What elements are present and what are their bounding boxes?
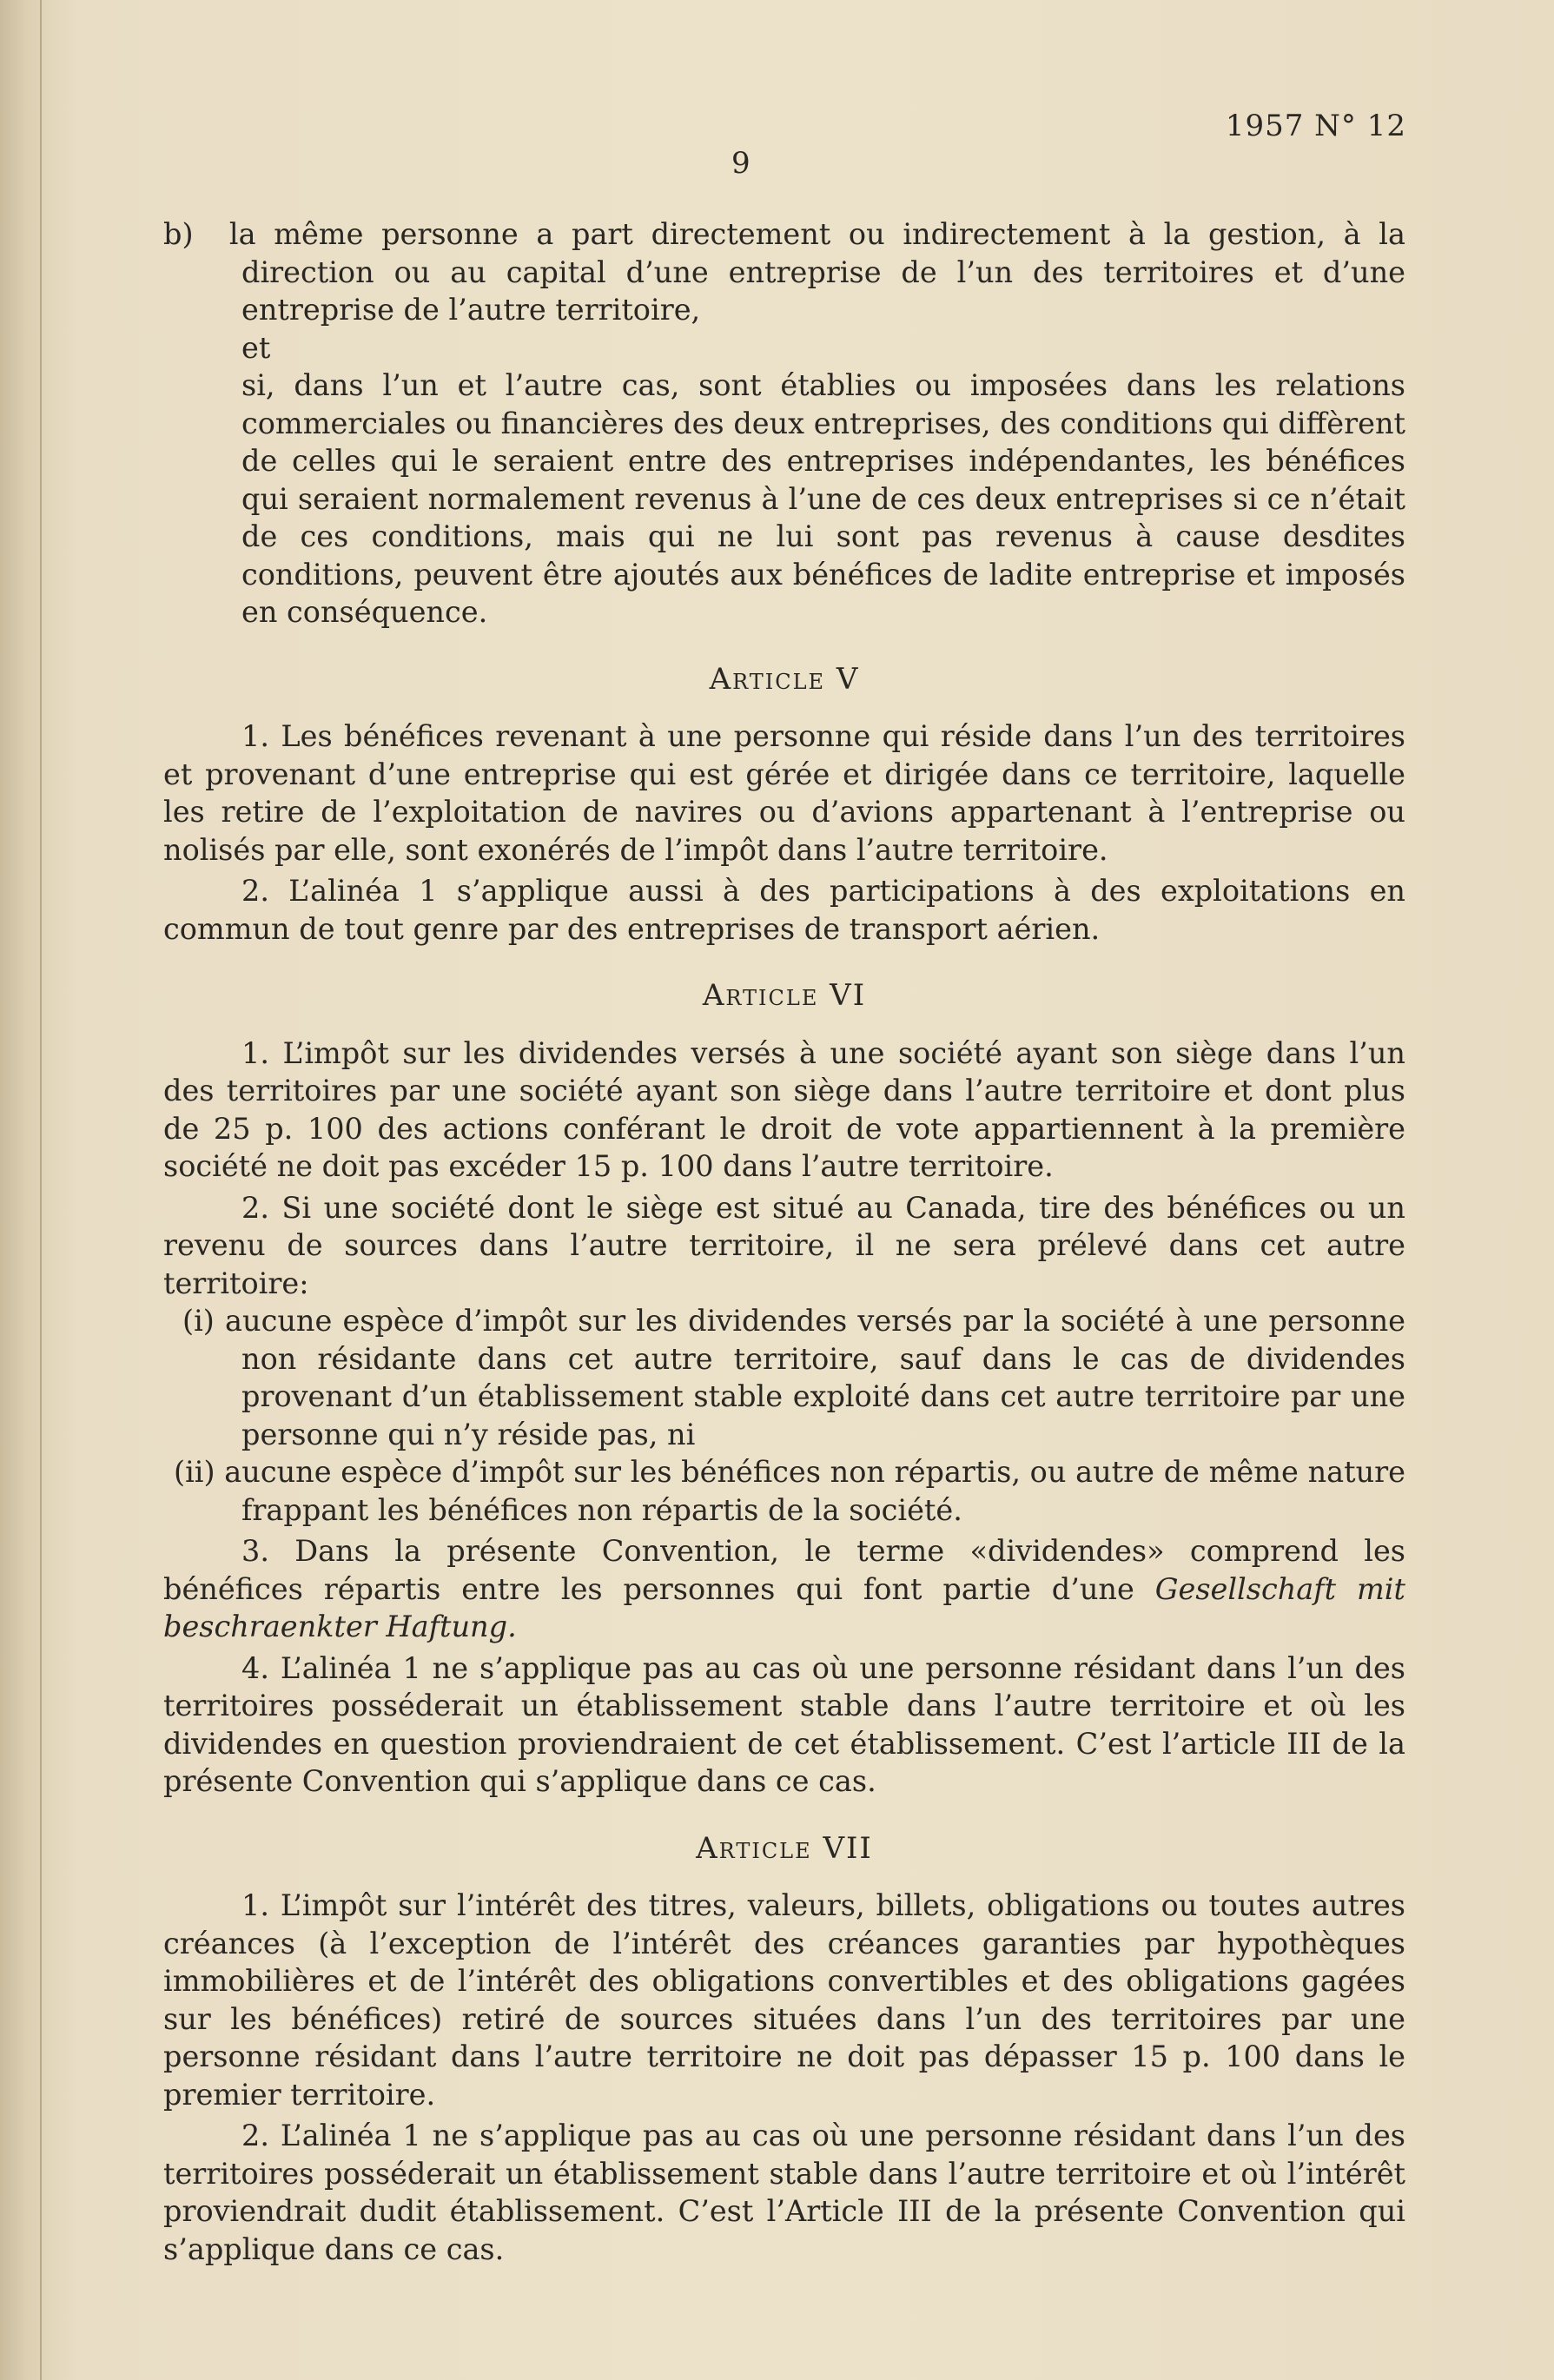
article-6-para-2: 2. Si une société dont le siège est situé au Canada, tire des bénéfices ou un revenu de sources dans l’autre territoire, il ne sera prélevé dans cet autre territoire: <box>163 1190 1405 1300</box>
article-6-para-1: 1. L’impôt sur les dividendes versés à une société ayant son siège dans l’un des territoires par une société ayant son siège dans l’autre territoire et dont plus de 25 p. 100 des actions conférant le droit de vote appartiennent à la première société ne doit pas excéder 15 p. 100 dans l’autre territoire. <box>163 1035 1405 1183</box>
article-6-para-3: 3. Dans la présente Convention, le terme «dividendes» comprend les bénéfices répartis entre les personnes qui font partie d’une Gesellschaft mit beschraenkter Haftung. <box>163 1534 1405 1643</box>
item-b-text: la même personne a part directement ou indirectement à la gestion, à la direction ou au capital d’une entreprise de l’un des territoires et d’une entreprise de l’autre territoire, <box>228 217 1405 327</box>
article-6-heading: Article VI <box>702 978 867 1013</box>
header-year-number: 1957 N° 12 <box>1225 109 1406 143</box>
document-body <box>163 215 1405 2268</box>
item-b-text2: si, dans l’un et l’autre cas, sont établies ou imposées dans les relations commerciales ou financières des deux entreprises, des conditions qui diffèrent de celles qui le seraient entre des entreprises indépendantes, les bénéfices qui seraient normalement revenus à l’une de ces deux entreprises si ce n’était de ces conditions, mais qui ne lui sont pas revenus à cause desdites conditions, peuvent être ajoutés aux bénéfices de ladite entreprise et imposés en conséquence. <box>241 368 1405 629</box>
article-7-heading: Article VII <box>696 1830 873 1866</box>
binding-edge <box>40 0 42 2380</box>
article-5-heading: Article V <box>709 661 860 697</box>
page-number: 9 <box>731 146 751 181</box>
article-6-item-ii: (ii) aucune espèce d’impôt sur les bénéfices non répartis, ou autre de même nature frappant les bénéfices non répartis de la société. <box>174 1455 1405 1527</box>
article-7-para-2: 2. L’alinéa 1 ne s’applique pas au cas où une personne résidant dans l’un des territoires posséderait un établissement stable dans l’autre territoire et où l’intérêt proviendrait dudit établissement. C’est l’Article III de la présente Convention qui s’applique dans ce cas. <box>163 2119 1405 2266</box>
article-6-item-i: (i) aucune espèce d’impôt sur les dividendes versés par la société à une personne non résidante dans cet autre territoire, sauf dans le cas de dividendes provenant d’un établissement stable exploité dans cet autre territoire par une personne qui n’y réside pas, ni <box>182 1304 1405 1451</box>
article-5-para-2: 2. L’alinéa 1 s’applique aussi à des participations à des exploitations en commun de tout genre par des entreprises de transport aérien. <box>163 874 1405 946</box>
article-5-para-1: 1. Les bénéfices revenant à une personne qui réside dans l’un des territoires et provenant d’une entreprise qui est gérée et dirigée dans ce territoire, laquelle les retire de l’exploitation de navires ou d’avions appartenant à l’entreprise ou nolisés par elle, sont exonérés de l’impôt dans l’autre territoire. <box>163 719 1405 867</box>
item-b-et: et <box>241 330 271 365</box>
item-b-marker: b) <box>163 217 194 251</box>
item-b <box>163 215 1405 329</box>
german-term: Gesellschaft mit beschraenkter Haftung. <box>163 1571 1405 1643</box>
article-7-para-1: 1. L’impôt sur l’intérêt des titres, valeurs, billets, obligations ou toutes autres créances (à l’exception de l’intérêt des créances garanties par hypothèques immobilières et de l’intérêt des obligations convertibles et des obligations gagées sur les bénéfices) retiré de sources situées dans l’un des territoires par une personne résidant dans l’autre territoire ne doit pas dépasser 15 p. 100 dans le premier territoire. <box>163 1888 1405 2112</box>
article-6-para-4: 4. L’alinéa 1 ne s’applique pas au cas où une personne résidant dans l’un des territoires posséderait un établissement stable dans l’autre territoire et où les dividendes en question proviendraient de cet établissement. C’est l’article III de la présente Convention qui s’applique dans ce cas. <box>163 1650 1405 1798</box>
